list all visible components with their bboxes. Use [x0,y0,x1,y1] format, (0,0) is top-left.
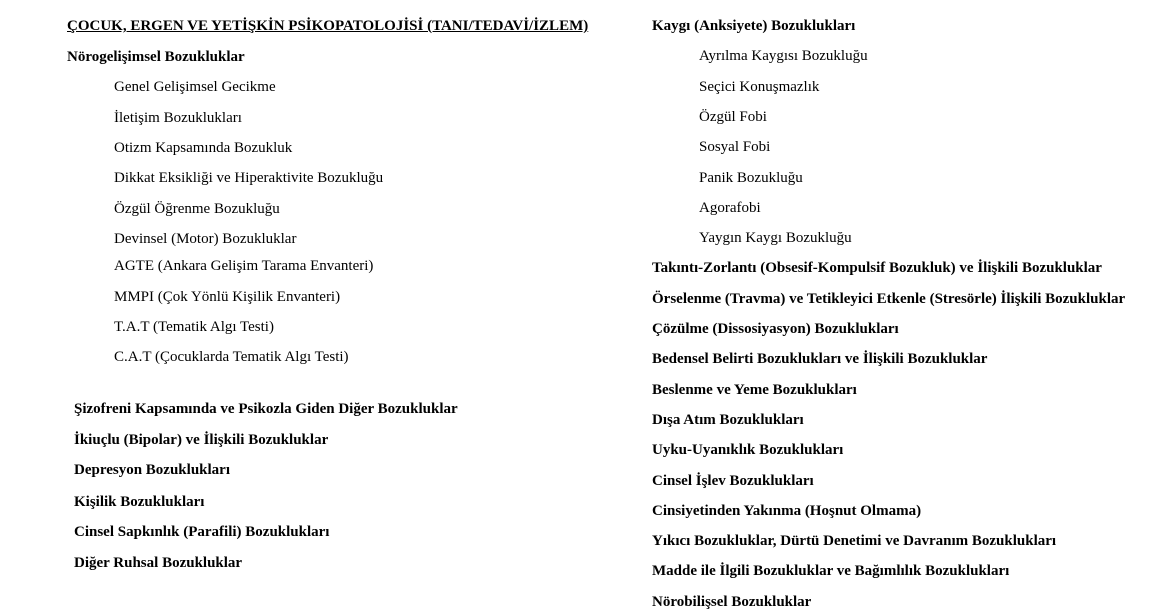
section-heading-anxiety: Kaygı (Anksiyete) Bozuklukları [652,18,856,34]
list-item: C.A.T (Çocuklarda Tematik Algı Testi) [114,349,349,365]
section-heading: Madde ile İlgili Bozukluklar ve Bağımlılık Bozuklukları [652,563,1010,579]
section-heading: Nörobilişsel Bozukluklar [652,594,812,610]
section-heading: Cinsel Sapkınlık (Parafili) Bozuklukları [74,524,330,540]
list-item: Özgül Fobi [699,109,767,125]
section-heading: Yıkıcı Bozukluklar, Dürtü Denetimi ve Davranım Bozuklukları [652,533,1057,549]
list-item: Devinsel (Motor) Bozukluklar [114,231,297,247]
list-item: Agorafobi [699,200,761,216]
list-item: Ayrılma Kaygısı Bozukluğu [699,48,868,64]
section-heading: Cinsiyetinden Yakınma (Hoşnut Olmama) [652,503,922,519]
list-item: Genel Gelişimsel Gecikme [114,79,276,95]
section-heading: İkiuçlu (Bipolar) ve İlişkili Bozukluklar [74,432,329,448]
section-heading: Beslenme ve Yeme Bozuklukları [652,382,857,398]
list-item: Otizm Kapsamında Bozukluk [114,140,293,156]
list-item: Panik Bozukluğu [699,170,803,186]
list-item: İletişim Bozuklukları [114,110,242,126]
document-title: ÇOCUK, ERGEN VE YETİŞKİN PSİKOPATOLOJİSİ (TANI/TEDAVİ/İZLEM) [67,18,589,34]
list-item: Yaygın Kaygı Bozukluğu [699,230,852,246]
section-heading: Cinsel İşlev Bozuklukları [652,473,814,489]
section-heading: Depresyon Bozuklukları [74,462,230,478]
section-heading: Örselenme (Travma) ve Tetikleyici Etkenle (Stresörle) İlişkili Bozukluklar [652,291,1126,307]
list-item: Dikkat Eksikliği ve Hiperaktivite Bozukluğu [114,170,384,186]
section-heading: Çözülme (Dissosiyasyon) Bozuklukları [652,321,899,337]
section-heading: Takıntı-Zorlantı (Obsesif-Kompulsif Bozukluk) ve İlişkili Bozukluklar [652,260,1102,276]
list-item: Seçici Konuşmazlık [699,79,820,95]
section-heading: Uyku-Uyanıklık Bozuklukları [652,442,844,458]
list-item: Özgül Öğrenme Bozukluğu [114,201,280,217]
list-item: T.A.T (Tematik Algı Testi) [114,319,274,335]
section-heading: Bedensel Belirti Bozuklukları ve İlişkili Bozukluklar [652,351,988,367]
section-heading: Dışa Atım Bozuklukları [652,412,804,428]
list-item: MMPI (Çok Yönlü Kişilik Envanteri) [114,289,341,305]
section-heading: Kişilik Bozuklukları [74,494,205,510]
list-item: AGTE (Ankara Gelişim Tarama Envanteri) [114,258,374,274]
section-heading: Diğer Ruhsal Bozukluklar [74,555,243,571]
section-heading: Şizofreni Kapsamında ve Psikozla Giden Diğer Bozukluklar [74,401,458,417]
list-item: Sosyal Fobi [699,139,771,155]
section-heading-neurodevelopmental: Nörogelişimsel Bozukluklar [67,49,245,65]
